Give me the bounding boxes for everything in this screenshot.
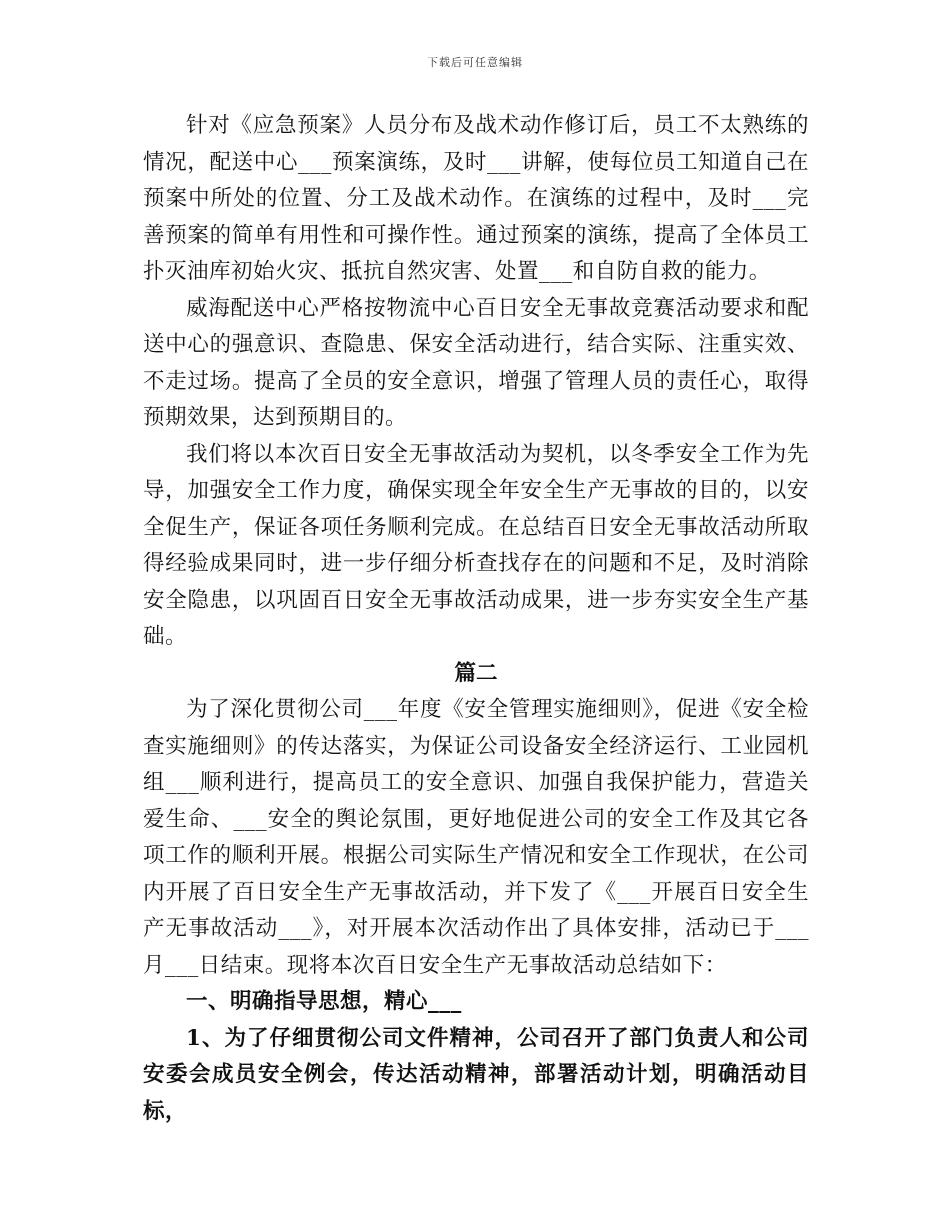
page-header: 下载后可任意编辑: [427, 56, 523, 69]
document-body: [143, 108, 809, 1130]
paragraph-point-one: 1、为了仔细贯彻公司文件精神，公司召开了部门负责人和公司安委会成员安全例会，传达活动精神，部署活动计划，明确活动目标，: [143, 1025, 809, 1124]
paragraph-section-intro: 为了深化贯彻公司___年度《安全管理实施细则》，促进《安全检查实施细则》的传达落实，为保证公司设备安全经济运行、工业园机组___顺利进行，提高员工的安全意识、加强自我保护能力，营造关爱生命、___安全的舆论氛围，更好地促进公司的安全工作及其它各项工作的顺利开展。根据公司实际生产情况和安全工作现状，在公司内开展了百日安全生产无事故活动，并下发了《___开展百日安全生产无事故活动___》，对开展本次活动作出了具体安排，活动已于___月___日结束。现将本次百日安全生产无事故活动总结如下：: [143, 697, 809, 978]
paragraph-future-plan: 我们将以本次百日安全无事故活动为契机，以冬季安全工作为先导，加强安全工作力度，确保实现全年安全生产无事故的目的，以安全促生产，保证各项任务顺利完成。在总结百日安全无事故活动所取得经验成果同时，进一步仔细分析查找存在的问题和不足，及时消除安全隐患，以巩固百日安全无事故活动成果，进一步夯实安全生产基础。: [143, 441, 809, 649]
heading-guiding-thought: 一、明确指导思想，精心___: [186, 989, 462, 1014]
paragraph-emergency-plan: 针对《应急预案》人员分布及战术动作修订后，员工不太熟练的情况，配送中心___预案演练，及时___讲解，使每位员工知道自己在预案中所处的位置、分工及战术动作。在演练的过程中，及时___完善预案的简单有用性和可操作性。通过预案的演练，提高了全体员工扑灭油库初始火灾、抵抗自然灾害、处置___和自防自救的能力。: [143, 113, 809, 284]
section-title: 篇二: [454, 660, 498, 686]
paragraph-weihai-center: 威海配送中心严格按物流中心百日安全无事故竞赛活动要求和配送中心的强意识、查隐患、保安全活动进行，结合实际、注重实效、不走过场。提高了全员的安全意识，增强了管理人员的责任心，取得预期效果，达到预期目的。: [143, 295, 809, 430]
